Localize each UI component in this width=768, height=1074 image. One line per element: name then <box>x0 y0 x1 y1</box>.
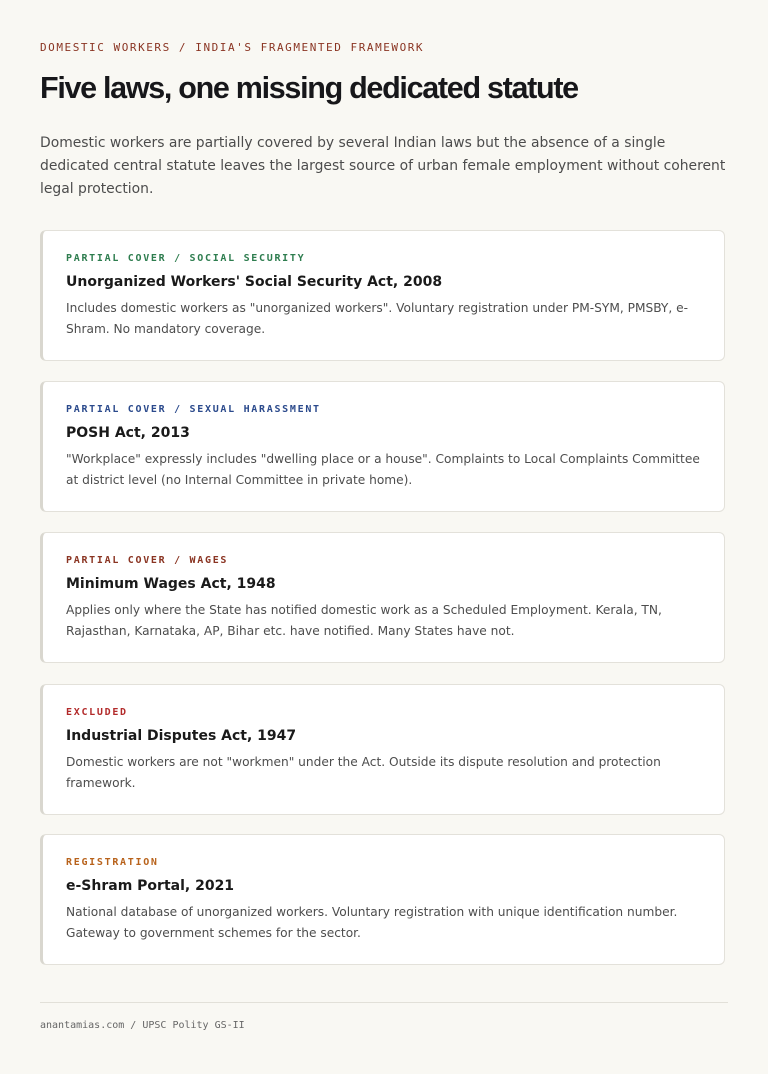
card-description: Applies only where the State has notified domestic work as a Scheduled Employment. Kerala, TN, Rajasthan, Karnataka, AP, Bihar etc. have notified. Many States have not. <box>66 603 662 638</box>
law-card-sexual-harassment <box>40 381 725 512</box>
card-title: POSH Act, 2013 <box>66 425 190 441</box>
law-card-wages <box>40 532 725 663</box>
card-description: Domestic workers are not "workmen" under the Act. Outside its dispute resolution and protection framework. <box>66 755 661 790</box>
card-category-tag: EXCLUDED <box>66 707 128 718</box>
footer-divider <box>40 1002 728 1003</box>
card-category-tag: PARTIAL COVER / SOCIAL SECURITY <box>66 253 306 264</box>
card-title: e-Shram Portal, 2021 <box>66 878 235 894</box>
card-category-tag: PARTIAL COVER / WAGES <box>66 555 229 566</box>
intro-paragraph: Domestic workers are partially covered by several Indian laws but the absence of a single dedicated central statute leaves the largest source of urban female employment without coherent legal protection. <box>40 135 726 197</box>
card-description: National database of unorganized workers. Voluntary registration with unique identification number. Gateway to government schemes for the sector. <box>66 905 678 940</box>
card-title: Industrial Disputes Act, 1947 <box>66 728 297 744</box>
law-card-registration <box>40 834 725 965</box>
law-card-social-security <box>40 230 725 361</box>
card-description: Includes domestic workers as "unorganized workers". Voluntary registration under PM-SYM, PMSBY, e-Shram. No mandatory coverage. <box>66 301 688 336</box>
card-description: "Workplace" expressly includes "dwelling place or a house". Complaints to Local Complaints Committee at district level (no Internal Committee in private home). <box>66 452 700 487</box>
card-title: Minimum Wages Act, 1948 <box>66 576 276 592</box>
kicker-label: DOMESTIC WORKERS / INDIA'S FRAGMENTED FRAMEWORK <box>40 41 425 54</box>
law-card-excluded <box>40 684 725 815</box>
page-title: Five laws, one missing dedicated statute <box>40 71 578 105</box>
footer-source: anantamias.com / UPSC Polity GS-II <box>40 1020 245 1031</box>
card-category-tag: REGISTRATION <box>66 857 159 868</box>
card-category-tag: PARTIAL COVER / SEXUAL HARASSMENT <box>66 404 321 415</box>
card-title: Unorganized Workers' Social Security Act, 2008 <box>66 274 443 290</box>
